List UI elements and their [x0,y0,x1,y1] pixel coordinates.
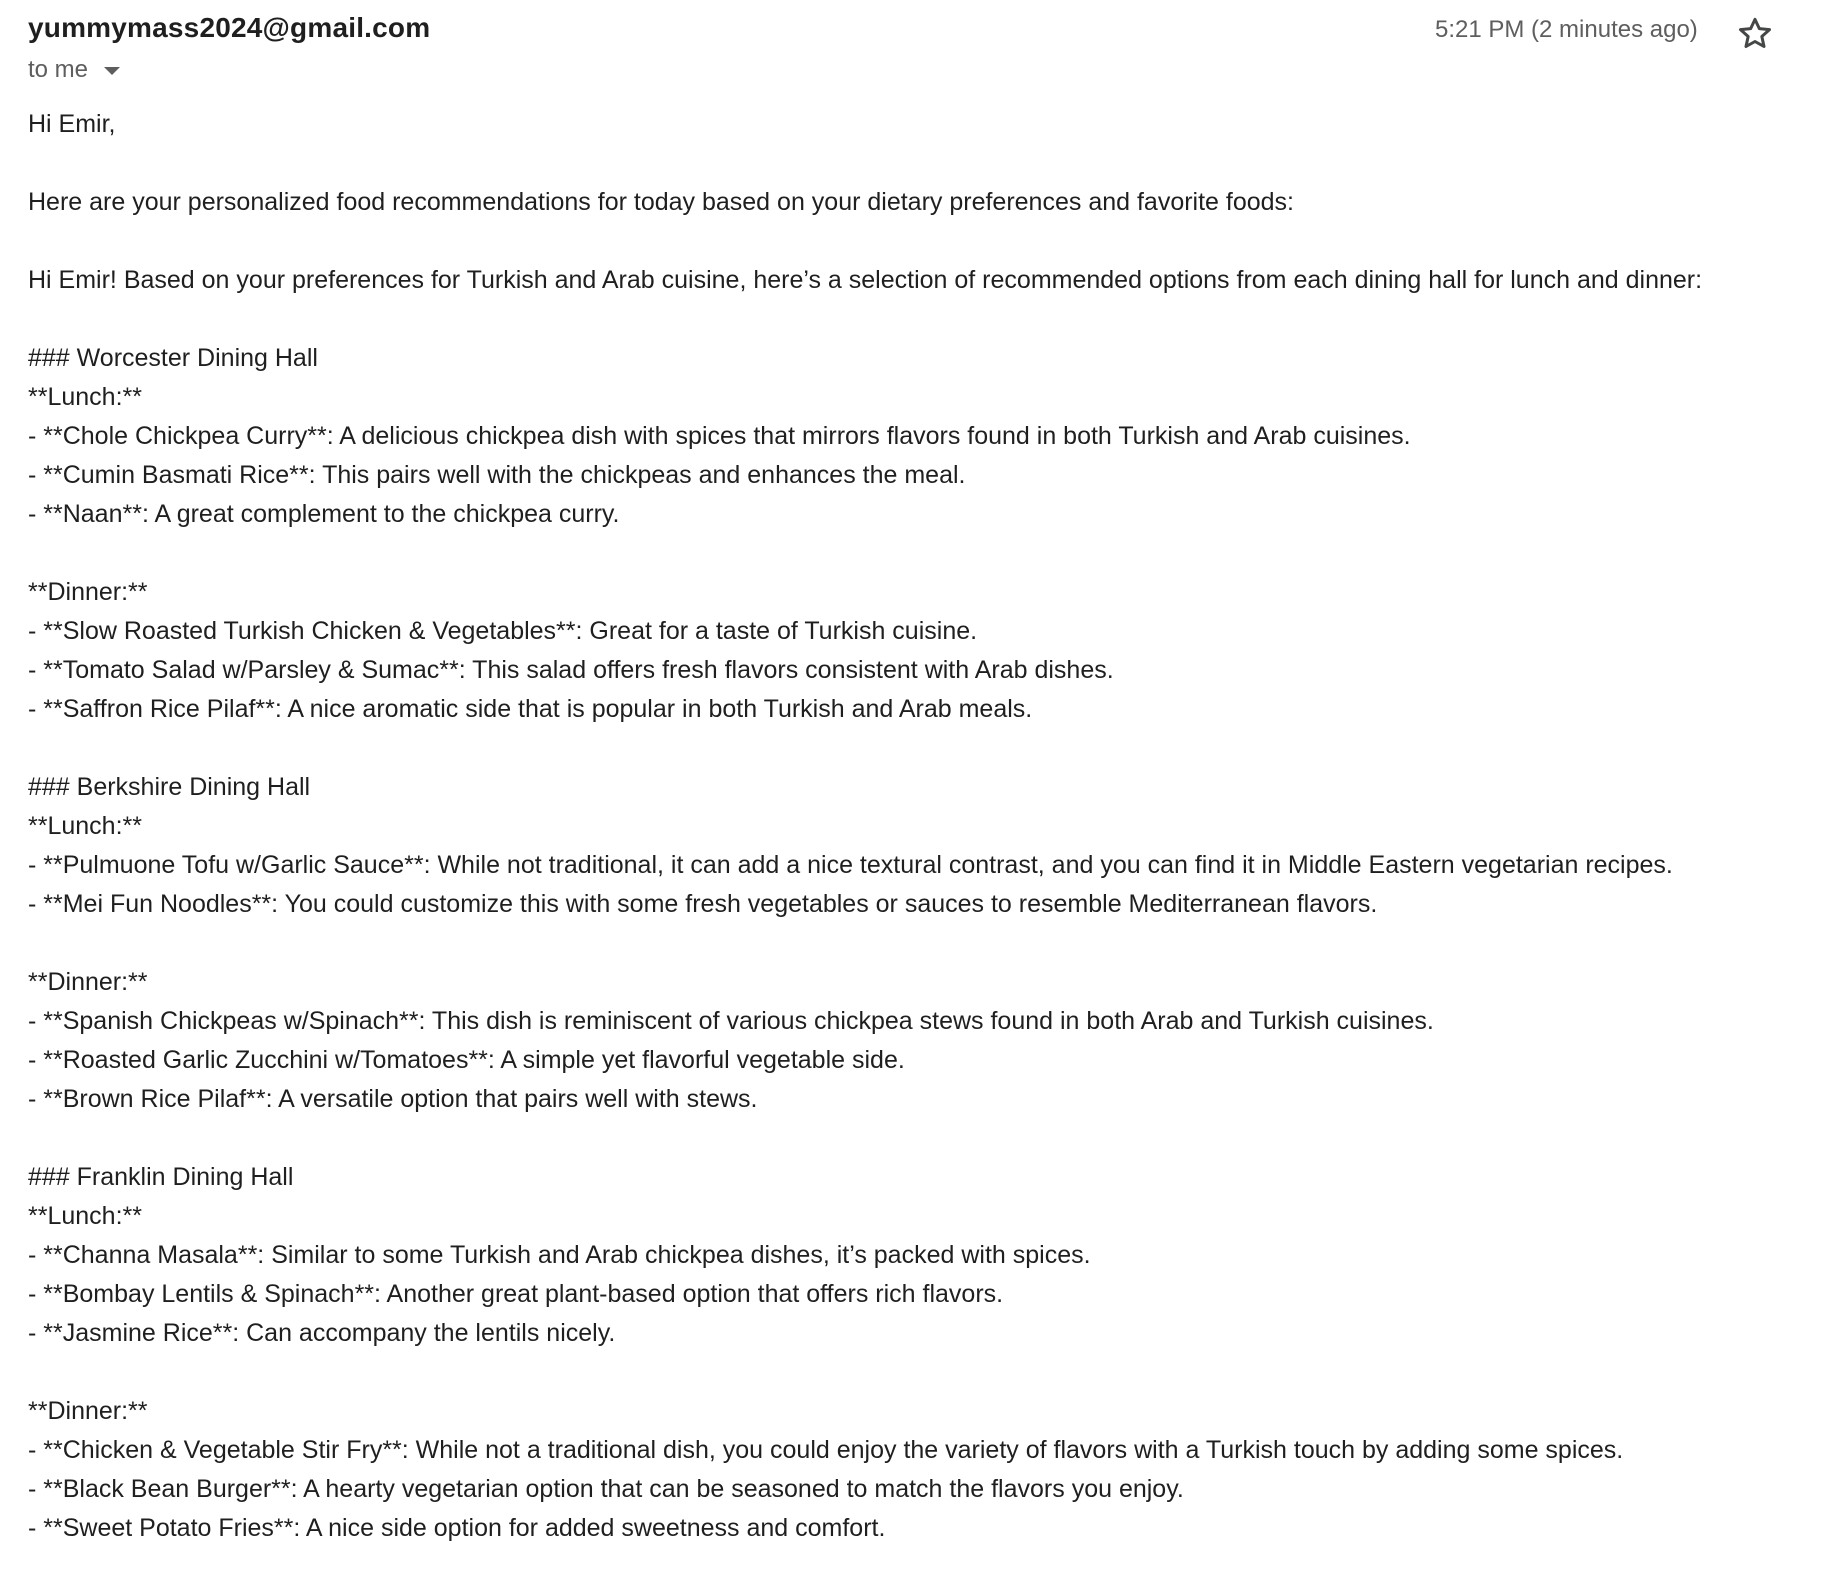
blank-line [28,924,1818,963]
meal-label-dinner: **Dinner:** [28,968,148,996]
menu-item: - **Jasmine Rice**: Can accompany the lentils nicely. [28,1319,616,1347]
blank-line [28,300,1818,339]
menu-item: - **Mei Fun Noodles**: You could customize this with some fresh vegetables or sauces to resemble Mediterranean flavors. [28,890,1378,918]
recipient-details-toggle[interactable] [28,56,120,84]
menu-item: - **Black Bean Burger**: A hearty vegetarian option that can be seasoned to match the flavors you enjoy. [28,1475,1184,1503]
greeting-line: Hi Emir, [28,110,116,138]
menu-item: - **Tomato Salad w/Parsley & Sumac**: This salad offers fresh flavors consistent with Arab dishes. [28,656,1114,684]
chevron-down-icon [104,67,120,75]
dining-hall-heading: ### Berkshire Dining Hall [28,773,311,801]
menu-item: - **Cumin Basmati Rice**: This pairs well with the chickpeas and enhances the meal. [28,461,966,489]
blank-line [28,729,1818,768]
email-timestamp: 5:21 PM (2 minutes ago) [1435,16,1698,43]
menu-item: - **Naan**: A great complement to the chickpea curry. [28,500,620,528]
meal-label-lunch: **Lunch:** [28,383,142,411]
menu-item: - **Roasted Garlic Zucchini w/Tomatoes**: A simple yet flavorful vegetable side. [28,1046,905,1074]
recipient-label: to me [28,56,89,83]
lead-line: Hi Emir! Based on your preferences for Turkish and Arab cuisine, here’s a selection of recommended options from each dining hall for lunch and dinner: [28,266,1703,294]
email-header [28,12,1822,92]
blank-line [28,534,1818,573]
meal-label-lunch: **Lunch:** [28,812,142,840]
intro-line: Here are your personalized food recommendations for today based on your dietary preferences and favorite foods: [28,188,1295,216]
meal-label-dinner: **Dinner:** [28,578,148,606]
menu-item: - **Bombay Lentils & Spinach**: Another great plant-based option that offers rich flavors. [28,1280,1004,1308]
email-body [28,105,1818,1548]
menu-item: - **Chicken & Vegetable Stir Fry**: While not a traditional dish, you could enjoy the variety of flavors with a Turkish touch by adding some spices. [28,1436,1624,1464]
menu-item: - **Chole Chickpea Curry**: A delicious chickpea dish with spices that mirrors flavors found in both Turkish and Arab cuisines. [28,422,1411,450]
menu-item: - **Saffron Rice Pilaf**: A nice aromatic side that is popular in both Turkish and Arab meals. [28,695,1033,723]
menu-item: - **Slow Roasted Turkish Chicken & Vegetables**: Great for a taste of Turkish cuisine. [28,617,978,645]
sender-address[interactable]: yummymass2024@gmail.com [28,12,431,43]
blank-line [28,1119,1818,1158]
blank-line [28,222,1818,261]
menu-item: - **Pulmuone Tofu w/Garlic Sauce**: While not traditional, it can add a nice textural contrast, and you can find it in Middle Eastern vegetarian recipes. [28,851,1673,879]
star-icon[interactable] [1735,14,1775,54]
blank-line [28,144,1818,183]
blank-line [28,1353,1818,1392]
menu-item: - **Channa Masala**: Similar to some Turkish and Arab chickpea dishes, it’s packed with spices. [28,1241,1091,1269]
menu-item: - **Sweet Potato Fries**: A nice side option for added sweetness and comfort. [28,1514,886,1542]
meal-label-dinner: **Dinner:** [28,1397,148,1425]
menu-item: - **Brown Rice Pilaf**: A versatile option that pairs well with stews. [28,1085,758,1113]
menu-item: - **Spanish Chickpeas w/Spinach**: This dish is reminiscent of various chickpea stews found in both Arab and Turkish cuisines. [28,1007,1434,1035]
dining-hall-heading: ### Franklin Dining Hall [28,1163,294,1191]
dining-hall-heading: ### Worcester Dining Hall [28,344,318,372]
meal-label-lunch: **Lunch:** [28,1202,142,1230]
